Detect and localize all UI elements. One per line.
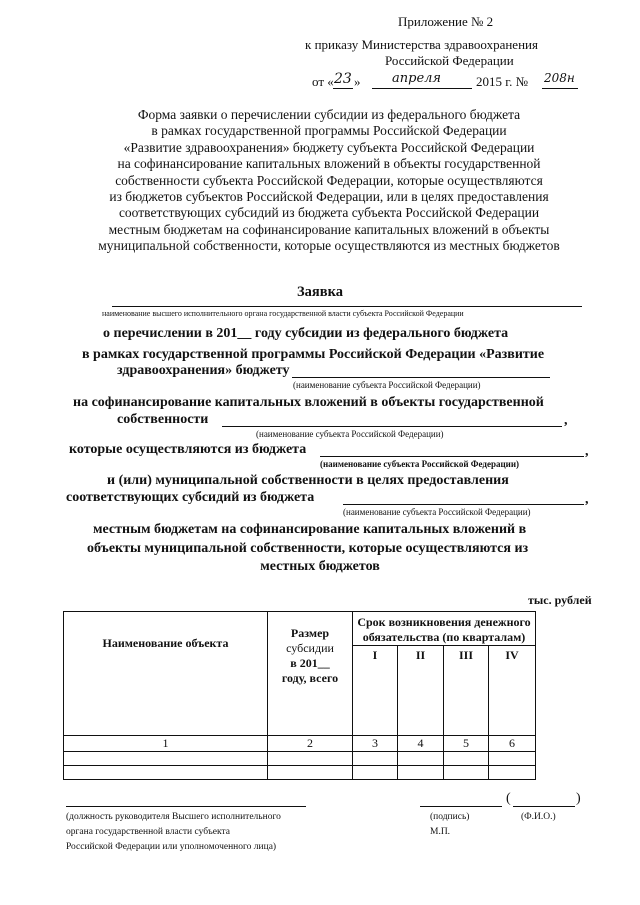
application-line: о перечислении в 201__ году субсидии из федерального бюджета — [103, 326, 509, 341]
stamp-label: М.П. — [430, 827, 451, 837]
application-line: здравоохранения» бюджету — [117, 363, 290, 378]
col-header-size-label: Размер — [290, 626, 330, 640]
description-line: собственности субъекта Российской Федерации, которые осуществляются — [115, 172, 543, 188]
fio-caption: (Ф.И.О.) — [521, 812, 556, 822]
col-header-object — [64, 612, 268, 736]
application-line: на софинансирование капитальных вложений в объекты государственной — [73, 395, 544, 410]
number-underline — [542, 88, 578, 89]
table-cell[interactable] — [489, 752, 536, 766]
description-line: в рамках государственной программы Российской Федерации — [151, 123, 507, 139]
appendix-number: Приложение № 2 — [398, 14, 494, 29]
quarter-header — [353, 646, 398, 736]
col-header-size-label: субсидии — [286, 641, 334, 655]
column-number: 3 — [353, 736, 398, 752]
table-cell[interactable] — [398, 766, 444, 780]
subject-caption: (наименование субъекта Российской Федерации) — [293, 380, 481, 390]
fio-paren-open: ( — [506, 791, 511, 806]
federation-label: Российской Федерации — [385, 53, 514, 68]
col-header-object-label: Наименование объекта — [102, 636, 229, 650]
subject-name-field-3[interactable] — [320, 456, 584, 457]
description-line: соответствующих субсидий из бюджета субъекта Российской Федерации — [118, 205, 540, 221]
position-caption: (должность руководителя Высшего исполнительного — [66, 812, 281, 822]
column-number: 2 — [268, 736, 353, 752]
table-cell[interactable] — [444, 766, 489, 780]
description-line: Форма заявки о перечислении субсидии из федерального бюджета — [137, 107, 521, 122]
order-year: 2015 г. № — [476, 74, 529, 89]
application-line: в рамках государственной программы Российской Федерации «Развитие — [82, 347, 545, 362]
quarter-label: I — [372, 648, 378, 662]
day-underline — [333, 88, 353, 89]
table-cell[interactable] — [444, 752, 489, 766]
issuer-caption: наименование высшего исполнительного органа государственной власти субъекта Российской Федерации — [102, 309, 464, 318]
position-caption: органа государственной власти субъекта — [66, 827, 230, 837]
col-header-size-label: году, всего — [281, 671, 339, 685]
table-row — [64, 766, 536, 780]
application-title: Заявка — [297, 284, 343, 300]
issuer-name-field[interactable] — [112, 306, 582, 307]
description-line: местным бюджетам на софинансирование капитальных вложений в объекты — [108, 221, 550, 237]
description-line: на софинансирование капитальных вложений в объекты государственной — [117, 156, 541, 172]
subject-caption: (наименование субъекта Российской Федерации) — [320, 459, 520, 469]
table-cell[interactable] — [489, 766, 536, 780]
application-line: которые осуществляются из бюджета — [69, 442, 307, 457]
column-number: 1 — [64, 736, 268, 752]
order-reference: к приказу Министерства здравоохранения — [305, 37, 538, 52]
description-line: муниципальной собственности, которые осуществляются из местных бюджетов — [98, 238, 560, 254]
subject-caption: (наименование субъекта Российской Федерации) — [343, 507, 531, 517]
quarter-label: IV — [505, 648, 519, 662]
comma: , — [585, 444, 589, 459]
subsidy-table — [63, 611, 536, 780]
quarter-header — [489, 646, 536, 736]
column-number: 4 — [398, 736, 444, 752]
application-line: собственности — [117, 412, 209, 427]
signature-caption: (подпись) — [430, 812, 470, 822]
application-line: местных бюджетов — [260, 559, 380, 574]
comma: , — [585, 492, 589, 507]
table-cell[interactable] — [353, 752, 398, 766]
col-header-term-label: обязательства (по кварталам) — [362, 630, 526, 644]
description-line: из бюджетов субъектов Российской Федерации, или в целях предоставления — [109, 189, 549, 205]
column-number: 5 — [444, 736, 489, 752]
table-cell[interactable] — [268, 766, 353, 780]
signature-field[interactable] — [420, 806, 502, 807]
subject-caption: (наименование субъекта Российской Федерации) — [256, 429, 444, 439]
application-line: и (или) муниципальной собственности в целях предоставления — [107, 473, 509, 488]
form-description — [64, 107, 594, 255]
comma: , — [564, 413, 568, 428]
fio-paren-close: ) — [576, 791, 581, 806]
quarter-header — [444, 646, 489, 736]
units-label: тыс. рублей — [528, 593, 592, 607]
table-cell[interactable] — [268, 752, 353, 766]
table-row — [64, 752, 536, 766]
application-line: объекты муниципальной собственности, которые осуществляются из — [87, 541, 529, 556]
application-line: местным бюджетам на софинансирование капитальных вложений в — [93, 522, 527, 537]
column-number-row — [64, 736, 536, 752]
position-field[interactable] — [66, 806, 306, 807]
order-date-prefix: от « — [312, 74, 334, 89]
table-cell[interactable] — [398, 752, 444, 766]
order-month: апреля — [392, 71, 442, 86]
order-day: 23 — [334, 71, 352, 87]
subject-name-field-2[interactable] — [222, 426, 562, 427]
quarter-header — [398, 646, 444, 736]
column-number: 6 — [489, 736, 536, 752]
col-header-size-label: в 201__ — [290, 656, 330, 670]
fio-field[interactable] — [513, 806, 575, 807]
application-line: соответствующих субсидий из бюджета — [66, 490, 315, 505]
subject-name-field-1[interactable] — [292, 377, 550, 378]
table-cell[interactable] — [353, 766, 398, 780]
col-header-term — [353, 612, 536, 646]
order-number: 208н — [544, 71, 575, 85]
quarter-label: III — [458, 648, 473, 662]
table-cell[interactable] — [64, 766, 268, 780]
subject-name-field-4[interactable] — [343, 504, 584, 505]
description-line: «Развитие здравоохранения» бюджету субъекта Российской Федерации — [123, 139, 535, 155]
position-caption: Российской Федерации или уполномоченного лица) — [66, 842, 277, 852]
order-date-mid: » — [354, 74, 361, 89]
table-cell[interactable] — [64, 752, 268, 766]
quarter-label: II — [415, 648, 426, 662]
month-underline — [372, 88, 472, 89]
col-header-size — [268, 612, 353, 736]
col-header-term-label: Срок возникновения денежного — [357, 615, 531, 629]
